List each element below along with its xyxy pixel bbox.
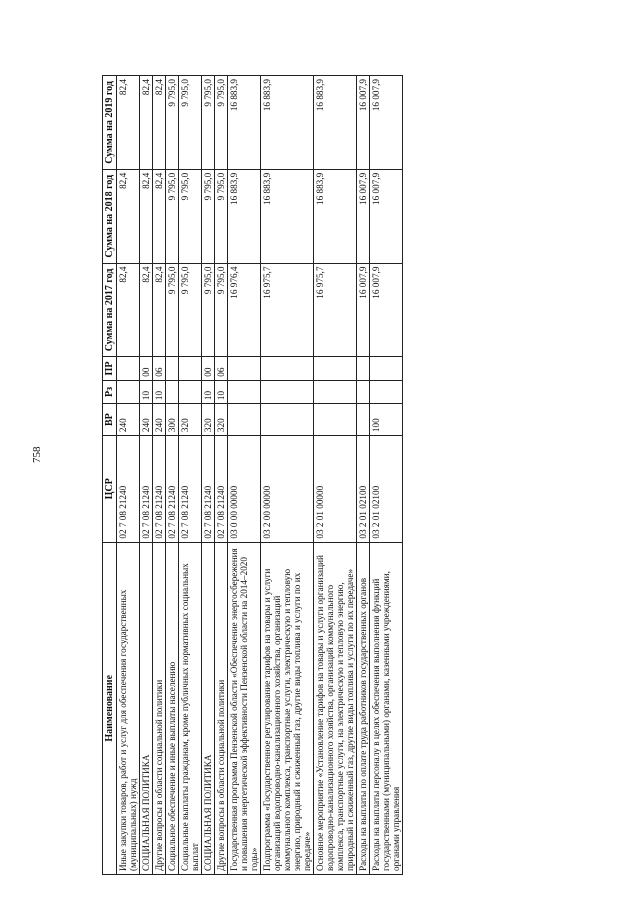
table-row (215, 76, 228, 875)
cell-sum-2018: 16 007,9 (370, 169, 403, 263)
cell-rz (228, 380, 261, 403)
cell-vr: 300 (166, 404, 179, 436)
header-sum-2019: Сумма на 2019 год (103, 76, 117, 170)
cell-csr: 03 2 01 02100 (357, 436, 370, 543)
cell-csr: 03 2 01 02100 (370, 436, 403, 543)
header-pr: ПР (103, 357, 117, 380)
cell-sum-2018: 82,4 (153, 169, 166, 263)
cell-rz (261, 380, 314, 403)
cell-sum-2019: 16 007,9 (370, 76, 403, 170)
cell-name: Расходы на выплаты персоналу в целях обеспечения выполнения функций государственными (муниципальными) органами, казенными учреждениями, органами управления (370, 542, 403, 874)
cell-rz (314, 380, 357, 403)
cell-pr (179, 357, 202, 380)
cell-pr: 06 (215, 357, 228, 380)
cell-csr: 03 0 00 00000 (228, 436, 261, 543)
cell-sum-2019: 9 795,0 (179, 76, 202, 170)
cell-name: СОЦИАЛЬНАЯ ПОЛИТИКА (202, 542, 215, 874)
cell-sum-2018: 16 883,9 (314, 169, 357, 263)
cell-name: Социальное обеспечение и иные выплаты населению (166, 542, 179, 874)
cell-sum-2017: 16 975,7 (314, 263, 357, 357)
cell-name: Другие вопросы в области социальной политики (215, 542, 228, 874)
cell-vr: 320 (179, 404, 202, 436)
cell-sum-2017: 16 976,4 (228, 263, 261, 357)
cell-pr: 00 (202, 357, 215, 380)
cell-sum-2018: 16 883,9 (261, 169, 314, 263)
cell-name: Другие вопросы в области социальной политики (153, 542, 166, 874)
cell-sum-2018: 9 795,0 (179, 169, 202, 263)
cell-vr: 240 (117, 404, 140, 436)
header-sum-2018: Сумма на 2018 год (103, 169, 117, 263)
cell-vr (314, 404, 357, 436)
cell-pr (357, 357, 370, 380)
cell-vr: 240 (140, 404, 153, 436)
cell-pr: 00 (140, 357, 153, 380)
cell-rz (357, 380, 370, 403)
cell-sum-2017: 9 795,0 (166, 263, 179, 357)
cell-sum-2019: 9 795,0 (166, 76, 179, 170)
cell-rz: 10 (215, 380, 228, 403)
cell-sum-2019: 16 883,9 (314, 76, 357, 170)
cell-rz (179, 380, 202, 403)
cell-sum-2017: 16 007,9 (357, 263, 370, 357)
cell-sum-2019: 9 795,0 (215, 76, 228, 170)
cell-rz: 10 (202, 380, 215, 403)
table-row (314, 76, 357, 875)
cell-sum-2018: 82,4 (117, 169, 140, 263)
cell-sum-2017: 9 795,0 (179, 263, 202, 357)
cell-sum-2017: 16 975,7 (261, 263, 314, 357)
table-row (261, 76, 314, 875)
page-number: 758 (31, 446, 43, 463)
cell-sum-2018: 9 795,0 (202, 169, 215, 263)
table-row (153, 76, 166, 875)
cell-pr (228, 357, 261, 380)
cell-vr: 100 (370, 404, 403, 436)
cell-pr (314, 357, 357, 380)
cell-sum-2019: 16 883,9 (261, 76, 314, 170)
cell-sum-2018: 16 007,9 (357, 169, 370, 263)
cell-name: Иные закупки товаров, работ и услуг для обеспечения государственных (муниципальных) нужд (117, 542, 140, 874)
cell-rz (166, 380, 179, 403)
cell-sum-2018: 16 883,9 (228, 169, 261, 263)
header-csr: ЦСР (103, 436, 117, 543)
table-row (370, 76, 403, 875)
cell-vr (261, 404, 314, 436)
header-vr: ВР (103, 404, 117, 436)
cell-pr (261, 357, 314, 380)
cell-name: Подпрограмма «Государственное регулирование тарифов на товары и услуги организаций водопроводно-канализационного хозяйства, организаций коммунального комплекса, транспортные услуги, электрическую и тепловую энергию, природный и сжиженный газ, другие виды топлива и услуги по их передаче» (261, 542, 314, 874)
cell-sum-2019: 16 007,9 (357, 76, 370, 170)
cell-rz (117, 380, 140, 403)
table-row (357, 76, 370, 875)
table-row (166, 76, 179, 875)
table-row (202, 76, 215, 875)
cell-sum-2019: 16 883,9 (228, 76, 261, 170)
cell-vr: 320 (202, 404, 215, 436)
cell-csr: 03 2 01 00000 (314, 436, 357, 543)
cell-sum-2019: 82,4 (140, 76, 153, 170)
cell-sum-2019: 82,4 (117, 76, 140, 170)
cell-sum-2018: 9 795,0 (215, 169, 228, 263)
cell-sum-2019: 82,4 (153, 76, 166, 170)
table-row (117, 76, 140, 875)
cell-name: Государственная программа Пензенской области «Обеспечение энергосбережения и повышения энергетической эффективности Пензенской области на 2014–2020 годы» (228, 542, 261, 874)
cell-csr: 02 7 08 21240 (179, 436, 202, 543)
cell-vr (357, 404, 370, 436)
cell-name: Основное мероприятие «Установление тарифов на товары и услуги организаций водопроводно-канализационного хозяйства, организаций коммунального комплекса, транспортные услуги, на электрическую и тепловую энергию, природный и сжиженный газ, другие виды топлива и услуги по их передаче» (314, 542, 357, 874)
header-rz: Рз (103, 380, 117, 403)
cell-pr (166, 357, 179, 380)
cell-csr: 02 7 08 21240 (153, 436, 166, 543)
table-row (140, 76, 153, 875)
cell-sum-2019: 9 795,0 (202, 76, 215, 170)
cell-sum-2018: 9 795,0 (166, 169, 179, 263)
cell-sum-2017: 9 795,0 (202, 263, 215, 357)
header-name: Наименование (103, 542, 117, 874)
cell-sum-2017: 82,4 (117, 263, 140, 357)
cell-name: СОЦИАЛЬНАЯ ПОЛИТИКА (140, 542, 153, 874)
cell-name: Социальные выплаты гражданам, кроме публичных нормативных социальных выплат (179, 542, 202, 874)
cell-csr: 02 7 08 21240 (202, 436, 215, 543)
cell-sum-2017: 9 795,0 (215, 263, 228, 357)
cell-csr: 02 7 08 21240 (166, 436, 179, 543)
cell-csr: 02 7 08 21240 (140, 436, 153, 543)
budget-table (102, 75, 403, 875)
cell-vr: 240 (153, 404, 166, 436)
cell-vr: 320 (215, 404, 228, 436)
table-header-row (103, 76, 117, 875)
cell-sum-2018: 82,4 (140, 169, 153, 263)
cell-csr: 02 7 08 21240 (117, 436, 140, 543)
table-row (228, 76, 261, 875)
cell-sum-2017: 82,4 (153, 263, 166, 357)
cell-vr (228, 404, 261, 436)
cell-pr: 06 (153, 357, 166, 380)
rotated-table-container (102, 75, 640, 875)
cell-rz (370, 380, 403, 403)
cell-csr: 03 2 00 00000 (261, 436, 314, 543)
cell-name: Расходы на выплаты по оплате труда работников государственных органов (357, 542, 370, 874)
cell-sum-2017: 16 007,9 (370, 263, 403, 357)
table-row (179, 76, 202, 875)
cell-pr (117, 357, 140, 380)
header-sum-2017: Сумма на 2017 год (103, 263, 117, 357)
cell-pr (370, 357, 403, 380)
cell-rz: 10 (153, 380, 166, 403)
cell-csr: 02 7 08 21240 (215, 436, 228, 543)
cell-sum-2017: 82,4 (140, 263, 153, 357)
cell-rz: 10 (140, 380, 153, 403)
